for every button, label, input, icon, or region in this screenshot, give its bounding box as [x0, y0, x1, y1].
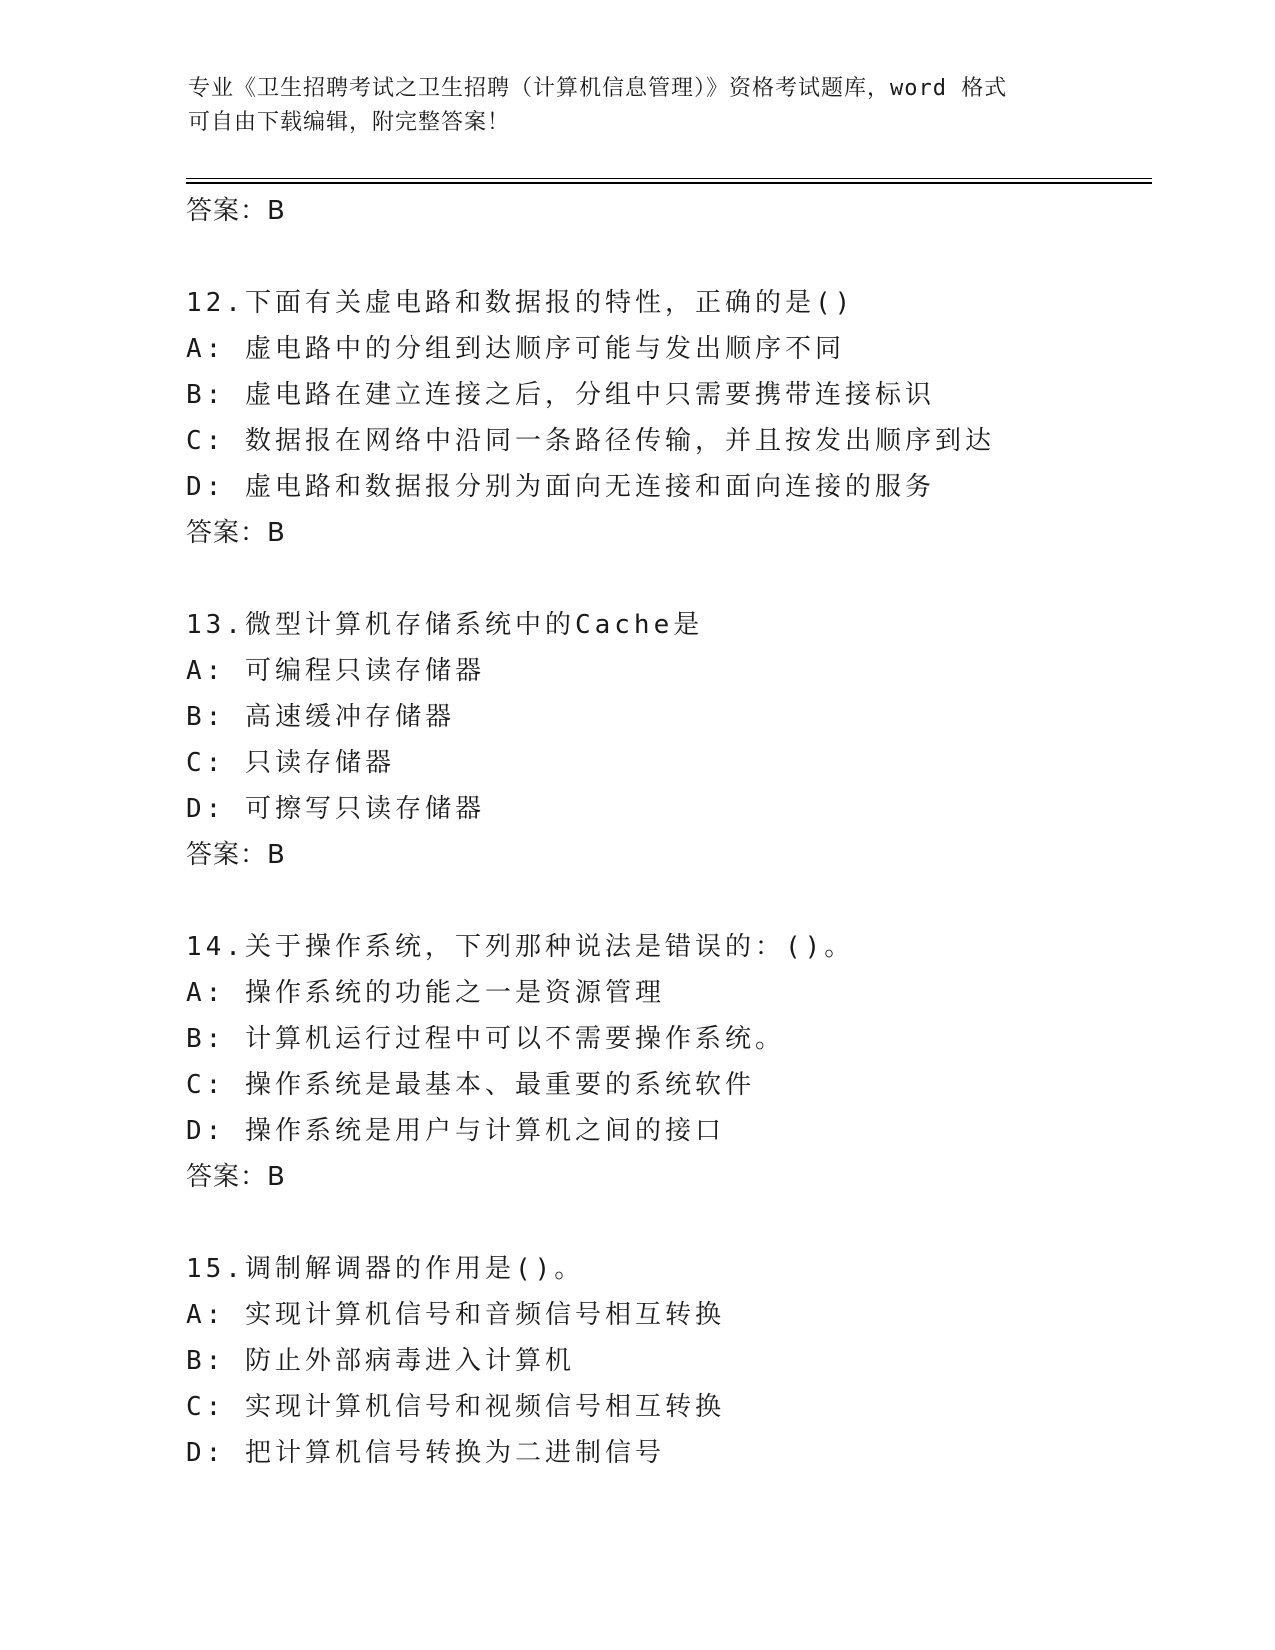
spacer [186, 878, 1146, 924]
answer-line: 答案：B [186, 518, 286, 548]
option-d: D: 虚电路和数据报分别为面向无连接和面向连接的服务 [186, 472, 935, 502]
option-c: C: 数据报在网络中沿同一条路径传输，并且按发出顺序到达 [186, 426, 995, 456]
answer-line: 答案：B [186, 1162, 286, 1192]
option-d: D: 把计算机信号转换为二进制信号 [186, 1438, 665, 1468]
spacer [186, 1200, 1146, 1246]
spacer [186, 556, 1146, 602]
question-block-15 [186, 1246, 1146, 1476]
option-b: B: 防止外部病毒进入计算机 [186, 1346, 575, 1376]
option-d: D: 操作系统是用户与计算机之间的接口 [186, 1116, 725, 1146]
option-a: A: 虚电路中的分组到达顺序可能与发出顺序不同 [186, 334, 845, 364]
question-stem: 13.微型计算机存储系统中的Cache是 [186, 610, 704, 640]
option-b: B: 虚电路在建立连接之后，分组中只需要携带连接标识 [186, 380, 935, 410]
answer-line: 答案：B [186, 840, 286, 870]
option-c: C: 操作系统是最基本、最重要的系统软件 [186, 1070, 755, 1100]
option-c: C: 实现计算机信号和视频信号相互转换 [186, 1392, 725, 1422]
header-divider-thin [186, 178, 1152, 179]
question-stem: 15.调制解调器的作用是()。 [186, 1254, 585, 1284]
header-line-2: 可自由下载编辑，附完整答案！ [188, 110, 511, 135]
answer-line: 答案：B [186, 196, 286, 226]
question-stem: 12.下面有关虚电路和数据报的特性，正确的是() [186, 288, 855, 318]
header-divider-thick [186, 182, 1152, 184]
document-header [188, 72, 1088, 140]
option-d: D: 可擦写只读存储器 [186, 794, 485, 824]
header-line-1: 专业《卫生招聘考试之卫生招聘（计算机信息管理）》资格考试题库，word 格式 [188, 76, 1008, 101]
spacer [186, 234, 1146, 280]
question-block-13 [186, 602, 1146, 878]
question-block-12 [186, 280, 1146, 556]
option-b: B: 高速缓冲存储器 [186, 702, 455, 732]
option-a: A: 操作系统的功能之一是资源管理 [186, 978, 665, 1008]
option-b: B: 计算机运行过程中可以不需要操作系统。 [186, 1024, 785, 1054]
question-block-14 [186, 924, 1146, 1200]
question-stem: 14.关于操作系统，下列那种说法是错误的：()。 [186, 932, 855, 962]
option-a: A: 实现计算机信号和音频信号相互转换 [186, 1300, 725, 1330]
option-a: A: 可编程只读存储器 [186, 656, 485, 686]
option-c: C: 只读存储器 [186, 748, 395, 778]
question-list [186, 188, 1146, 1476]
